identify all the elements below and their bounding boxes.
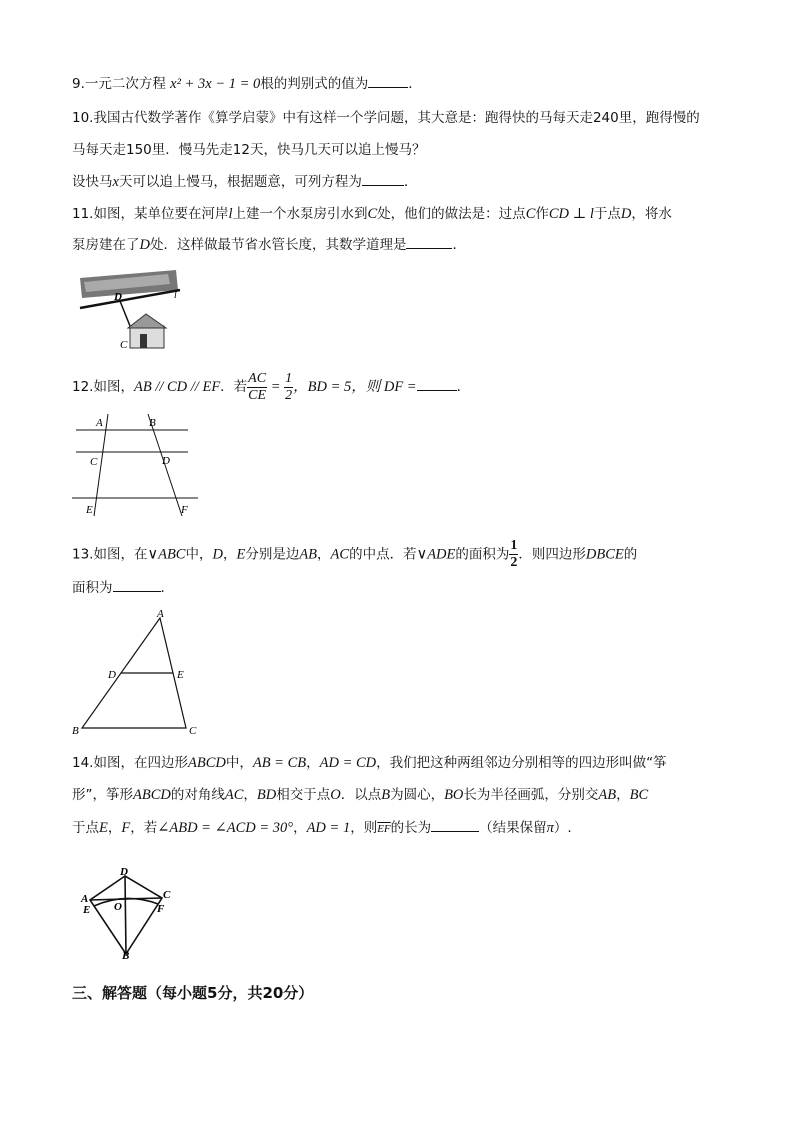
q14-var-ab: AB [598,787,617,803]
fig14-label-o: O [114,901,122,913]
q11-answer-blank[interactable] [406,234,452,249]
q14-angles: ∠ABD = ∠ACD = 30° [157,820,294,836]
question-13-line-2 [72,577,174,598]
q13-text-c: 分别是边 [245,546,300,563]
fig13-label-d: D [108,669,116,681]
q9-suffix: 根的判别式的值为 [260,76,369,92]
q13-answer-blank[interactable] [113,577,161,592]
question-11-line-1 [72,204,672,224]
q12-end: ． [456,379,471,395]
q14-var-o: O [330,787,341,803]
q12-bd: ，BD = 5，则 DF = [293,379,417,395]
q13-quad-dbce: DBCE [585,546,624,563]
q14-var-bo: BO [444,787,464,803]
q14-text-g: ．以点 [340,787,382,803]
q13-end: ． [160,580,174,596]
fig11-label-l: l [174,290,177,301]
q14-text-d: 形”，筝形 [72,787,133,803]
fig13-label-e: E [177,669,184,681]
fig13-label-a: A [157,608,164,620]
q13-triangle-abc: ∨ABC [147,546,186,563]
q14-var-b: B [381,787,391,803]
q12-prefix: 12.如图， [72,379,134,395]
q13-comma-2: ， [317,546,331,563]
q14-arc-ef: $\overline{EF}$ [377,823,391,835]
fig14-label-d: D [120,866,128,878]
q14-text-c: ，我们把这种两组邻边分别相等的四边形叫做“筝 [376,755,667,771]
q11-end: ． [452,237,466,253]
q12-fraction-half [284,371,293,404]
q14-text-l: ，则 [350,820,378,836]
q9-answer-blank[interactable] [368,73,408,88]
q13-var-ac: AC [330,546,350,563]
q14-text-j: 于点 [72,820,99,836]
fig14-label-b: B [122,950,130,960]
fig11-label-c: C [120,339,128,351]
fig12-label-a: A [96,417,103,429]
q13-var-d: D [212,546,223,563]
q13-var-e: E [236,546,246,563]
q14-figure-kite [80,866,176,960]
question-14-line-2: 形”，筝形ABCD的对角线AC，BD相交于点O．以点B为圆心，BO长为半径画弧，分别交AB，BC [72,787,649,803]
q13-text-d: 的中点．若 [349,546,417,563]
question-10-line-3 [72,171,417,192]
q14-text-i: 长为半径画弧，分别交 [463,787,599,803]
q12-answer-blank[interactable] [417,376,457,391]
q14-ad: AD = 1 [306,820,351,836]
question-11-line-2 [72,234,466,255]
q13-text-f: ．则四边形 [518,546,586,563]
fig13-label-b: B [72,725,79,737]
q12-half-num: 1 [285,370,293,386]
q11-figure-riverbank [78,268,188,356]
q14-eq-ab-cb: AB = CB [252,755,307,771]
fig12-label-c: C [90,456,98,468]
q14-var-e: E [99,820,108,836]
q11-text-a: 11.如图，某单位要在河岸 [72,206,229,222]
q10-text-b: 天可以追上慢马，根据题意，可列方程为 [118,174,362,190]
fig11-label-d: D [114,291,122,303]
house-roof [128,314,166,328]
question-10-line-1: 10.我国古代数学著作《算学启蒙》中有这样一个学问题，其大意是：跑得快的马每天走240里，跑得慢的 [72,110,700,126]
q11-text-h: 处．这样做最节省水管长度，其数学道理是 [149,237,407,253]
fig12-label-b: B [149,417,156,429]
q9-prefix: 9.一元二次方程 [72,76,171,92]
diagonal-bd [125,876,126,954]
q12-frac-num: AC [248,370,267,386]
q13-var-ab: AB [299,546,318,563]
q11-var-d: D [620,206,632,222]
fig14-label-a: A [81,893,89,905]
q13-text-a: 13.如图，在 [72,546,148,563]
q14-text-e: 的对角线 [170,787,225,803]
section-3-heading: 三、解答题（每小题5分，共20分） [72,984,314,1002]
fig14-label-c: C [163,889,171,901]
question-10-line-2: 马每天走150里．慢马先走12天，快马几天可以追上慢马？ [72,142,426,158]
q13-text-b: 中， [185,546,213,563]
q9-end: ． [408,76,422,92]
q11-var-l: l [228,206,233,222]
q14-text-a: 14.如图，在四边形 [72,755,188,771]
q11-text-b: 上建一个水泵房引水到 [232,206,368,222]
question-14-line-1: 14.如图，在四边形ABCD中，AB = CB，AD = CD，我们把这种两组邻边分别相等的四边形叫做“筝 [72,755,667,771]
q11-text-e: 于点 [593,206,621,222]
q10-end: ． [403,174,418,190]
q13-text-h: 面积为 [72,580,113,596]
q14-text-o: ）. [553,820,572,836]
q14-var-bd: BD [256,787,277,803]
question-12 [72,370,470,404]
fig12-label-e: E [86,504,93,516]
q14-answer-blank[interactable] [431,817,479,832]
q14-var-f: F [121,820,131,836]
q12-fraction-ac-ce [247,371,267,404]
q14-text-f: 相交于点 [276,787,331,803]
q11-text-c: 处，他们的做法是：过点 [377,206,526,222]
q11-text-g: 泵房建在了 [72,237,140,253]
q13-text-g: 的 [623,546,638,563]
fig14-label-f: F [157,903,165,915]
q14-text-n: （结果保留 [479,820,547,836]
q10-answer-blank[interactable] [362,171,404,186]
fig13-label-c: C [189,725,197,737]
q11-var-c2: C [525,206,536,222]
q12-parallel: AB // CD // EF [133,379,221,395]
q11-perp: CD ⊥ l [548,206,594,222]
q14-text-k: ，若 [130,820,158,836]
q14-var-ac: AC [224,787,244,803]
q14-text-h: 为圆心， [390,787,445,803]
q13-comma: ， [222,546,237,563]
q14-pi: π [546,820,554,836]
q11-text-d: 作 [535,206,549,222]
q11-text-f: ，将水 [631,206,672,222]
fig12-label-f: F [181,504,188,516]
q14-eq-ad-cd: AD = CD [319,755,377,771]
question-14-line-3: 于点E，F，若∠ABD = ∠ACD = 30°，AD = 1，则$\overline{EF}$的长为 （结果保留π）. [72,817,572,839]
q12-frac-den: CE [248,387,267,403]
q14-var-abcd: ABCD [187,755,226,771]
house-door [140,334,147,348]
q13-half-num: 1 [510,538,518,553]
q14-text-m: 的长为 [390,820,432,836]
fig14-label-e: E [83,904,91,916]
q13-figure-triangle [68,606,208,740]
q11-var-d2: D [139,237,150,253]
q13-half-den: 2 [510,555,518,570]
q10-text-a: 设快马 [72,174,113,190]
question-13-line-1 [72,538,637,571]
q13-text-e: 的面积为 [455,546,510,563]
q10-var-x: x [112,174,119,190]
q12-figure-parallel-lines [70,412,200,518]
q12-mid: ．若 [220,379,248,395]
fig12-label-d: D [162,455,170,467]
question-9 [72,73,422,94]
q9-equation: x² + 3x − 1 = 0 [170,76,261,92]
q12-half-den: 2 [285,387,293,403]
q14-var-bc: BC [629,787,649,803]
q12-equals: = [267,379,285,395]
q14-text-b: 中， [225,755,253,771]
q11-var-c: C [367,206,378,222]
q14-var-abcd-2: ABCD [133,787,171,803]
q13-triangle-ade: ∨ADE [416,546,456,563]
